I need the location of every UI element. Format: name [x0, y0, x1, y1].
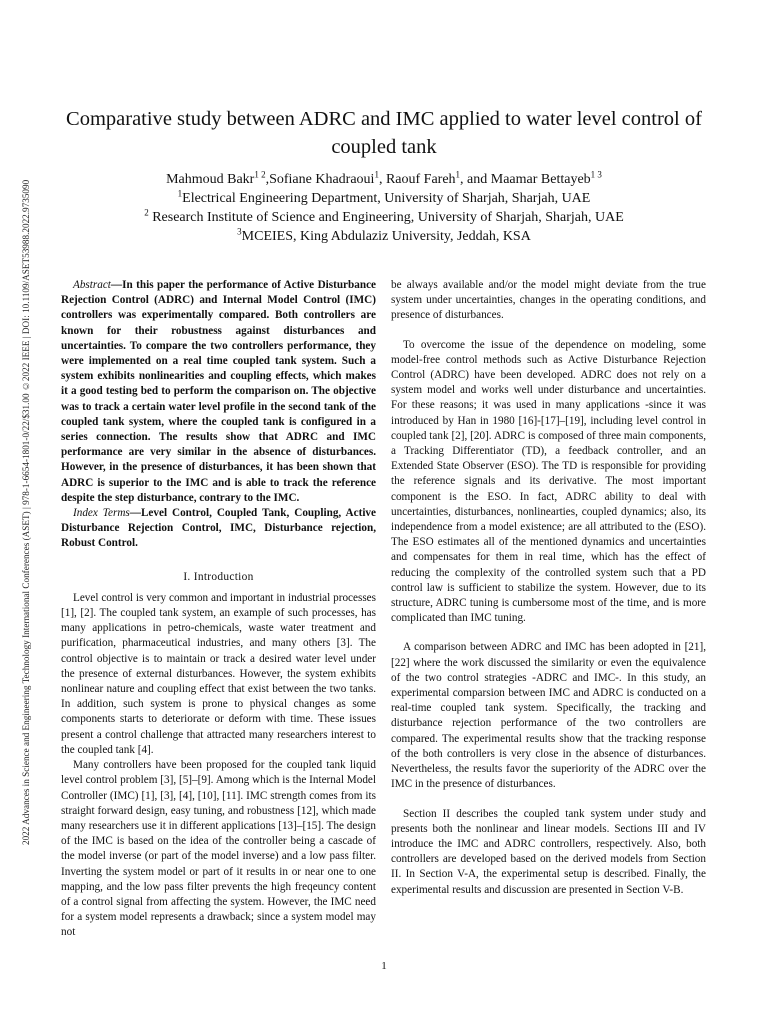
paper-title: Comparative study between ADRC and IMC applied to water level control of coupled tank	[66, 108, 702, 158]
affiliation-superscript: 1	[177, 188, 183, 199]
index-terms-label: Index Terms	[73, 507, 130, 520]
author-superscript: 1 3	[590, 169, 602, 180]
author-name: , and Maamar Bettayeb	[460, 172, 591, 187]
paragraph: A comparison between ADRC and IMC has been adopted in [21], [22] where the work discussed the similarity or even the equivalence of the two control strategies -ADRC and IMC-. In this study, an experimental comparsion between IMC and ADRC is conducted on a real-time coupled tank system. Specifically, the tracking and disturbance rejection performance of the two controllers are compared. The experimental results show that the tracking response of the both controllers is very close in the absence of disturbances. Nevertheless, the results favor the superiority of the ADRC over the IMC in the presence of disturbances.	[391, 641, 706, 791]
section-heading-introduction: I. Introduction	[183, 570, 254, 583]
affiliation-text: Research Institute of Science and Engineering, University of Sharjah, Sharjah, UAE	[148, 210, 624, 225]
index-terms-text: —Level Control, Coupled Tank, Coupling, Active Disturbance Rejection Control, IMC, Disturbance rejection, Robust Control.	[61, 507, 376, 550]
author-superscript: 1	[455, 169, 461, 180]
author-superscript: 1	[374, 169, 379, 180]
paragraph: Section II describes the coupled tank system under study and presents both the nonlinear and linear models. Sections III and IV introduce the IMC and ADRC controllers, respectively. Also, both controllers are developed based on the derived models from Section II. In Section V-A, the experimental setup is described. Finally, the experimental results and discussion are presented in Section V-B.	[391, 807, 706, 896]
affiliation-3	[60, 227, 708, 246]
affiliation-1	[60, 189, 708, 208]
paragraph: To overcome the issue of the dependence on modeling, some model-free control methods such as Active Disturbance Rejection Control (ADRC) have been developed. ADRC does not rely on a system model and works well under disturbance and uncertainties. For these reasons; it was used in many applications -since it was introduced by Han in 1980 [16]-[17]–[19], including level control in coupled tank [2], [20]. ADRC is composed of three main components, a Tracking Differentiator (TD), a feedback controller, and an Extended State Observer (ESO). The TD is responsible for providing the reference signals and its derivative. The most important component is the ESO. In fact, ADRC ability to deal with uncertainties, disturbances, nonlinearties, coupled dynamics; also, its independence from a model existence; are all attributed to the (ESO). The ESO estimates all of the mentioned dynamics and uncertainties and compensates for them in real time, which has the effect of reducing the complexity of the controlled system such that a PD control law is sufficient to stabilize the system. However, due to its structure, ADRC tuning is cumbersome most of the time, and is more complicated than IMC tuning.	[391, 338, 706, 625]
paragraph: Many controllers have been proposed for the coupled tank liquid level control problem [3], [5]–[9]. Among which is the Internal Model Controller (IMC) [1], [3], [4], [10], [11]. IMC strength comes from its straight forward design, easy tuning, and robustness [12], which made many researchers use it in different applications [13]–[15]. The design of the IMC is based on the idea of the controller being a cascade of the model inverse (or part of the model inverse) and a low pass filter. Inverting the system model or part of it results in or near one to one mapping, and the low pass filter prevents the high freqeuncy content of a control signal from affecting the system. However, the IMC need for a system model represents a drawback; since a system model may not	[61, 759, 376, 939]
author-name: Mahmoud Bakr	[166, 172, 255, 187]
paragraph: Level control is very common and important in industrial processes [1], [2]. The coupled tank system, an example of such processes, has many applications in petro-chemicals, waste water treatment and purification, pharmaceutical industries, and many others [3]. The control objective is to maintain or track a desired water level under the presence of external disturbances. However, the system exhibits nonlinear nature and coupling effect that exist between the two tanks. In addition, such system is prone to physical changes as some components starts to deteriorate or deform with time. These issues present a control challenge that attracted many researchers interest to the coupled tank [4].	[61, 591, 376, 756]
abstract	[61, 278, 376, 506]
affiliation-2	[60, 208, 708, 227]
paragraph: be always available and/or the model might deviate from the true system under uncertainties, changes in the operating conditions, and presence of disturbances.	[391, 279, 706, 322]
author-name: ,Sofiane Khadraoui	[265, 172, 375, 187]
left-column	[61, 278, 376, 941]
right-column	[391, 278, 706, 898]
affiliation-text: MCEIES, King Abdulaziz University, Jeddah, KSA	[241, 229, 531, 244]
abstract-text: —In this paper the performance of Active Disturbance Rejection Control (ADRC) and Internal Model Control (IMC) controllers was experimentally compared. Both controllers are known for their robustness against disturbances and uncertainties. To compare the two controllers performance, they were implemented on a real time coupled tank system. Such a system exhibits nonlinearities and coupling effects, which makes it a good testing bed to perform the comparison on. The objective was to track a certain water level profile in the second tank of the coupled tank system, where the coupled tank is configured in a series connection. The results show that ADRC and IMC performance are very similar in the absence of disturbances. However, in the presence of disturbances, it has been shown that ADRC is superior to the IMC and is able to track the reference despite the step disturbance, contrary to the IMC.	[61, 279, 376, 504]
author-line	[60, 170, 708, 189]
author-block	[60, 170, 708, 246]
author-name: , Raouf Fareh	[378, 172, 456, 187]
author-superscript: 1 2	[254, 169, 266, 180]
ieee-sidebar-citation: 2022 Advances in Science and Engineering Technology International Conferences (ASET) | 978-1-6654-1801-0/22/$31.00 ©2022 IEEE | DOI: 10.1109/ASET53988.2022.9735090	[21, 179, 31, 846]
affiliation-superscript: 3	[237, 226, 242, 237]
affiliation-superscript: 2	[144, 207, 149, 218]
page-number: 1	[381, 960, 387, 972]
index-terms	[61, 506, 376, 552]
affiliation-text: Electrical Engineering Department, University of Sharjah, Sharjah, UAE	[182, 191, 591, 206]
abstract-label: Abstract	[73, 279, 111, 291]
